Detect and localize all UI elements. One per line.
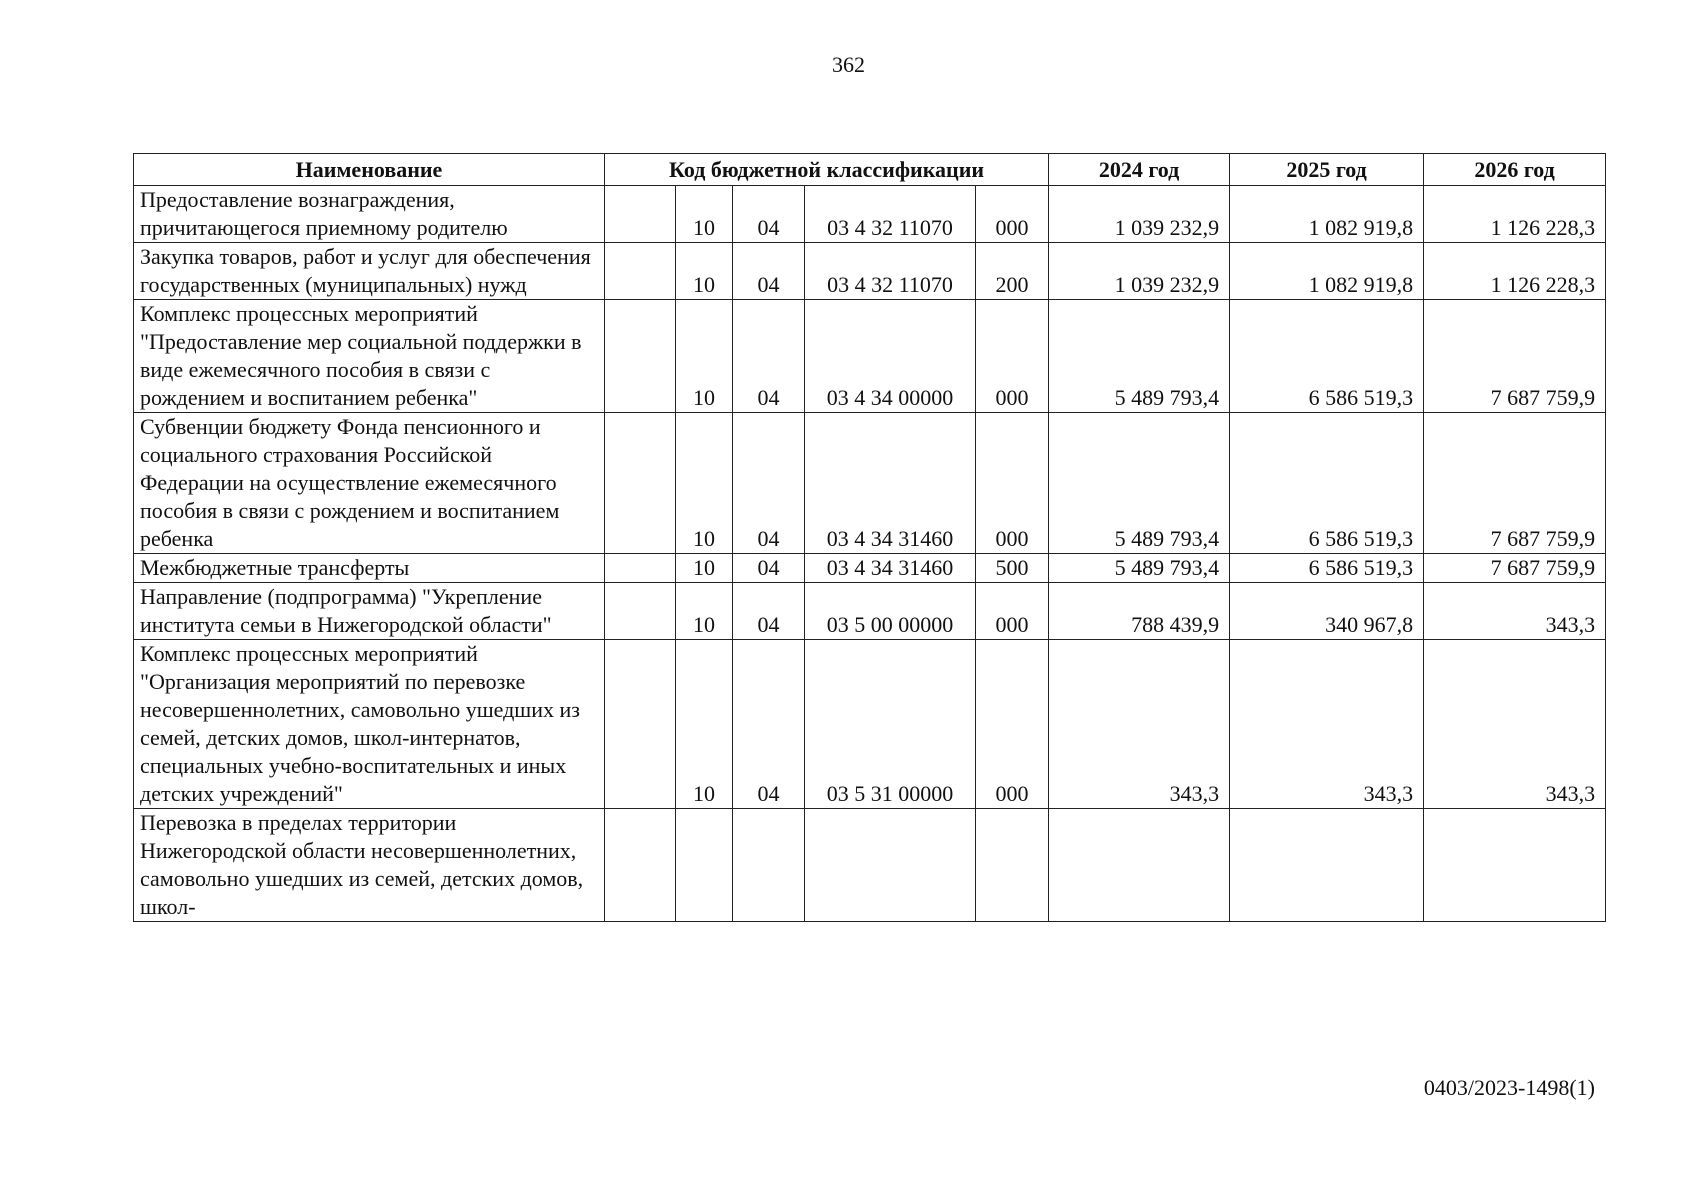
row-expense-type xyxy=(976,809,1049,922)
row-2024 xyxy=(1049,809,1230,922)
header-code: Код бюджетной классификации xyxy=(605,154,1049,186)
header-2025: 2025 год xyxy=(1230,154,1424,186)
row-name: Предоставление вознаграждения, причитающегося приемному родителю xyxy=(134,186,605,243)
row-expense-type: 000 xyxy=(976,583,1049,640)
document-number: 0403/2023-1498(1) xyxy=(1423,1075,1595,1100)
table-row xyxy=(134,640,1606,809)
row-name: Перевозка в пределах территории Нижегородской области несовершеннолетних, самовольно ушедших из семей, детских домов, школ- xyxy=(134,809,605,922)
row-2026: 7 687 759,9 xyxy=(1424,554,1606,583)
row-2025 xyxy=(1230,809,1424,922)
row-2026: 7 687 759,9 xyxy=(1424,413,1606,554)
row-ministry-code xyxy=(605,300,676,413)
row-section: 10 xyxy=(676,243,733,300)
row-name: Комплекс процессных мероприятий "Предоставление мер социальной поддержки в виде ежемесячного пособия в связи с рождением и воспитанием ребенка" xyxy=(134,300,605,413)
row-2025: 1 082 919,8 xyxy=(1230,186,1424,243)
table-row xyxy=(134,243,1606,300)
row-subsection: 04 xyxy=(733,243,805,300)
row-subsection: 04 xyxy=(733,640,805,809)
table-row xyxy=(134,554,1606,583)
row-2024: 5 489 793,4 xyxy=(1049,413,1230,554)
row-expense-type: 500 xyxy=(976,554,1049,583)
header-2024: 2024 год xyxy=(1049,154,1230,186)
row-2024: 5 489 793,4 xyxy=(1049,554,1230,583)
table-row xyxy=(134,186,1606,243)
row-2026: 7 687 759,9 xyxy=(1424,300,1606,413)
row-target-article: 03 4 34 31460 xyxy=(805,554,976,583)
row-section: 10 xyxy=(676,300,733,413)
row-name: Субвенции бюджету Фонда пенсионного и социального страхования Российской Федерации на осуществление ежемесячного пособия в связи с рождением и воспитанием ребенка xyxy=(134,413,605,554)
row-target-article: 03 4 32 11070 xyxy=(805,243,976,300)
row-ministry-code xyxy=(605,640,676,809)
row-section: 10 xyxy=(676,413,733,554)
row-2026: 343,3 xyxy=(1424,583,1606,640)
row-2026: 1 126 228,3 xyxy=(1424,243,1606,300)
row-name: Направление (подпрограмма) "Укрепление института семьи в Нижегородской области" xyxy=(134,583,605,640)
row-target-article xyxy=(805,809,976,922)
row-subsection: 04 xyxy=(733,186,805,243)
row-2026: 343,3 xyxy=(1424,640,1606,809)
table-header-row xyxy=(134,154,1606,186)
table-row xyxy=(134,583,1606,640)
row-subsection: 04 xyxy=(733,583,805,640)
row-expense-type: 000 xyxy=(976,413,1049,554)
row-subsection: 04 xyxy=(733,554,805,583)
row-2026: 1 126 228,3 xyxy=(1424,186,1606,243)
row-ministry-code xyxy=(605,186,676,243)
page-number: 362 xyxy=(832,52,865,77)
row-target-article: 03 5 31 00000 xyxy=(805,640,976,809)
row-2026 xyxy=(1424,809,1606,922)
row-name: Межбюджетные трансферты xyxy=(134,554,605,583)
row-2025: 340 967,8 xyxy=(1230,583,1424,640)
row-subsection: 04 xyxy=(733,413,805,554)
row-section: 10 xyxy=(676,186,733,243)
row-target-article: 03 4 32 11070 xyxy=(805,186,976,243)
table-row xyxy=(134,300,1606,413)
row-name: Закупка товаров, работ и услуг для обеспечения государственных (муниципальных) нужд xyxy=(134,243,605,300)
row-target-article: 03 5 00 00000 xyxy=(805,583,976,640)
header-2026: 2026 год xyxy=(1424,154,1606,186)
row-2024: 343,3 xyxy=(1049,640,1230,809)
row-section xyxy=(676,809,733,922)
row-expense-type: 000 xyxy=(976,186,1049,243)
row-subsection: 04 xyxy=(733,300,805,413)
row-section: 10 xyxy=(676,640,733,809)
row-target-article: 03 4 34 00000 xyxy=(805,300,976,413)
row-expense-type: 200 xyxy=(976,243,1049,300)
row-2024: 5 489 793,4 xyxy=(1049,300,1230,413)
header-name: Наименование xyxy=(134,154,605,186)
row-2025: 343,3 xyxy=(1230,640,1424,809)
row-2025: 6 586 519,3 xyxy=(1230,300,1424,413)
row-section: 10 xyxy=(676,583,733,640)
row-ministry-code xyxy=(605,243,676,300)
row-expense-type: 000 xyxy=(976,640,1049,809)
budget-table xyxy=(133,153,1606,922)
row-ministry-code xyxy=(605,554,676,583)
row-target-article: 03 4 34 31460 xyxy=(805,413,976,554)
row-ministry-code xyxy=(605,413,676,554)
row-ministry-code xyxy=(605,809,676,922)
row-name: Комплекс процессных мероприятий "Организация мероприятий по перевозке несовершеннолетних, самовольно ушедших из семей, детских домов, школ-интернатов, специальных учебно-воспитательных и иных детских учреждений" xyxy=(134,640,605,809)
row-ministry-code xyxy=(605,583,676,640)
row-2025: 6 586 519,3 xyxy=(1230,413,1424,554)
table-row xyxy=(134,413,1606,554)
row-section: 10 xyxy=(676,554,733,583)
row-2024: 788 439,9 xyxy=(1049,583,1230,640)
row-2024: 1 039 232,9 xyxy=(1049,243,1230,300)
row-expense-type: 000 xyxy=(976,300,1049,413)
row-2025: 6 586 519,3 xyxy=(1230,554,1424,583)
row-subsection xyxy=(733,809,805,922)
row-2025: 1 082 919,8 xyxy=(1230,243,1424,300)
row-2024: 1 039 232,9 xyxy=(1049,186,1230,243)
table-row xyxy=(134,809,1606,922)
